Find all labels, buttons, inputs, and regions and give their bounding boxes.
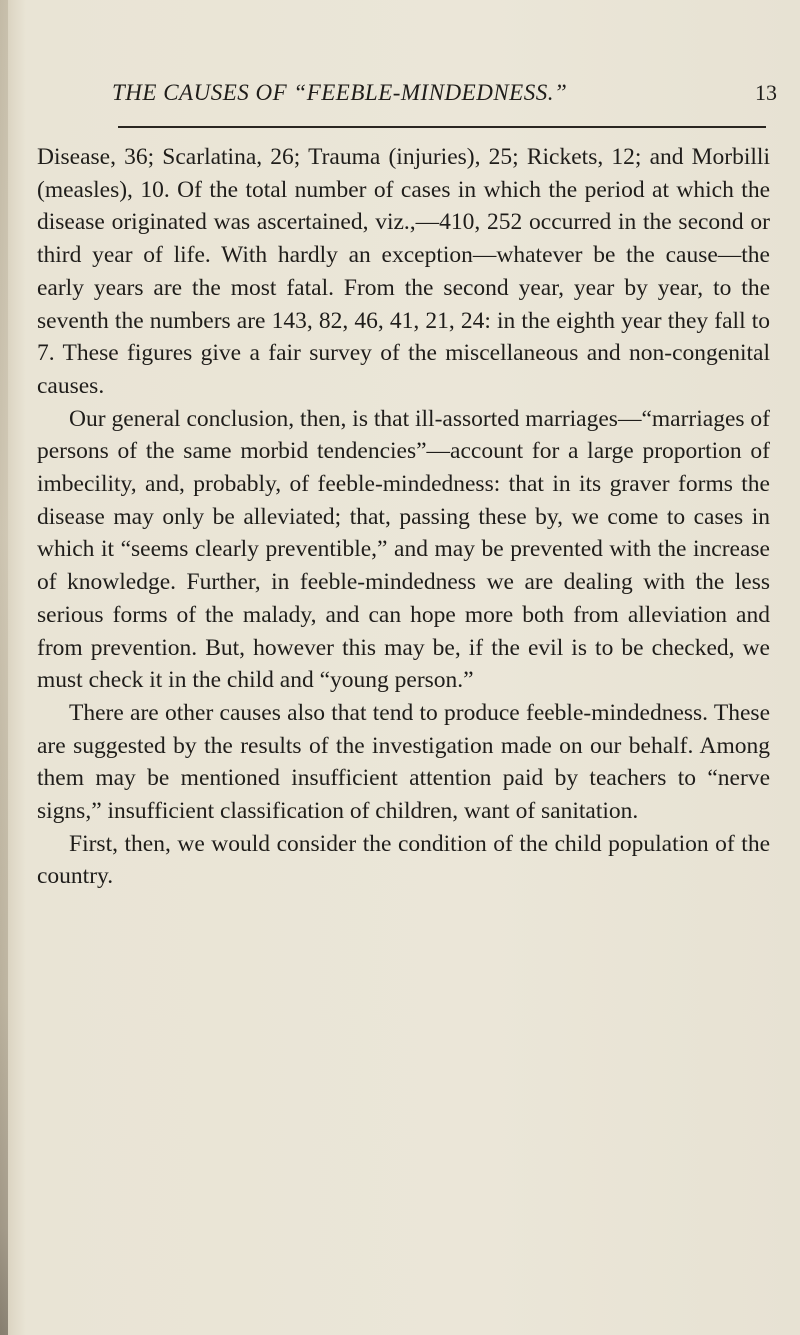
running-title: THE CAUSES OF “FEEBLE-MINDEDNESS.” bbox=[112, 80, 568, 105]
paragraph-1: Disease, 36; Scarlatina, 26; Trauma (injuries), 25; Rickets, 12; and Morbilli (measles), 10. Of the total number of cases in which the period at which the disease originated was ascertained, viz.,—410, 252 occurred in the second or third year of life. With hardly an exception—whatever be the cause—the early years are the most fatal. From the second year, year by year, to the seventh the numbers are 143, 82, 46, 41, 21, 24: in the eighth year they fall to 7. These figures give a fair survey of the miscellaneous and non-congenital causes. bbox=[37, 144, 770, 399]
paragraph-4: First, then, we would consider the condition of the child population of the country. bbox=[37, 830, 770, 890]
page-number: 13 bbox=[755, 80, 777, 105]
running-head bbox=[112, 80, 777, 116]
body-text bbox=[37, 141, 770, 893]
header-rule bbox=[118, 126, 766, 128]
binding-shadow bbox=[0, 0, 8, 1335]
paragraph-2: Our general conclusion, then, is that ill-assorted marriages—“marriages of persons of the same morbid tendencies”—account for a large proportion of imbecility, and, probably, of feeble-mindedness: that in its graver forms the disease may only be alleviated; that, passing these by, we come to cases in which it “seems clearly preventible,” and may be prevented with the increase of knowledge. Further, in feeble-mindedness we are dealing with the less serious forms of the malady, and can hope more both from alleviation and from prevention. But, however this may be, if the evil is to be checked, we must check it in the child and “young person.” bbox=[37, 405, 770, 694]
paragraph-3: There are other causes also that tend to produce feeble-mindedness. These are suggested by the results of the investigation made on our behalf. Among them may be mentioned insufficient attention paid by teachers to “nerve signs,” insufficient classification of children, want of sanitation. bbox=[37, 699, 770, 825]
